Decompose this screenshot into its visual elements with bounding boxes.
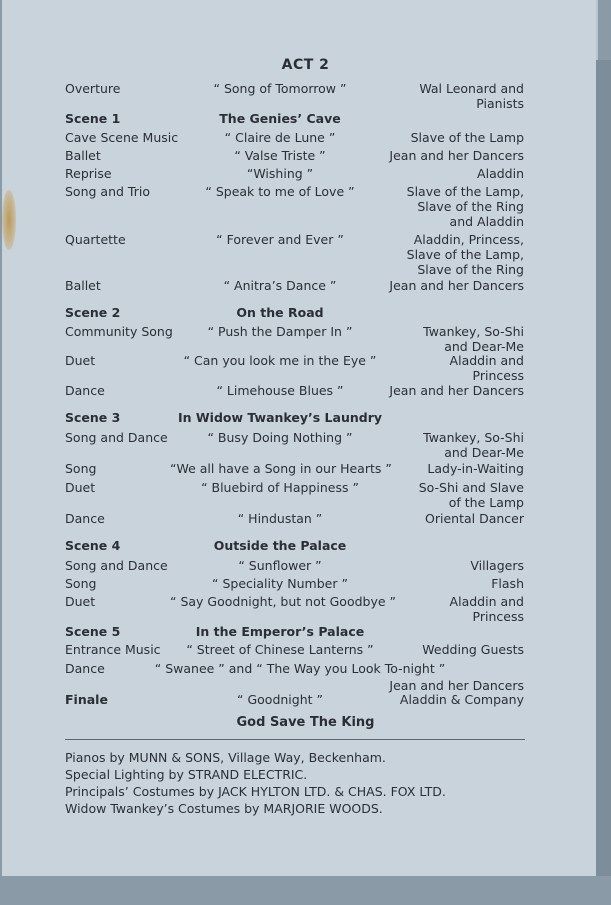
performers: Lady-in-Waiting [427,461,524,476]
song-title: “ Speciality Number ” [212,576,348,591]
performers: Oriental Dancer [425,511,524,526]
item-type: Dance [65,511,105,526]
scene-title: In the Emperor’s Palace [195,624,365,639]
performers: Twankey, So-Shi and Dear-Me [423,430,524,460]
song-title: “ Street of Chinese Lanterns ” [186,642,374,657]
programme-row [0,148,611,165]
performers: Slave of the Lamp [410,130,524,145]
scene-label: Scene 4 [65,538,121,553]
scene-title: Outside the Palace [213,538,347,553]
scene-label: Scene 5 [65,624,121,639]
programme-row [0,661,611,693]
performers: So-Shi and Slave of the Lamp [418,480,524,510]
song-title: “ Sunflower ” [238,558,322,573]
scene-label: Scene 2 [65,305,121,320]
programme-row [0,576,611,593]
song-title: “ Forever and Ever ” [216,232,344,247]
performers: Jean and her Dancers [389,678,524,693]
performers: Aladdin & Company [399,692,524,707]
item-type: Dance [65,661,105,676]
programme-row [0,232,611,277]
act-title: ACT 2 [281,57,330,73]
item-type: Entrance Music [65,642,161,657]
programme-row [0,430,611,460]
song-title: “ Busy Doing Nothing ” [207,430,353,445]
item-type: Finale [65,692,108,707]
programme-row [0,81,611,111]
scene-title: In Widow Twankey’s Laundry [177,410,383,425]
credit-line: Pianos by MUNN & SONS, Village Way, Beckenham. [65,750,386,765]
performers: Villagers [470,558,524,573]
item-type: Ballet [65,278,101,293]
song-title: “ Bluebird of Happiness ” [201,480,359,495]
scene-heading-row [0,111,611,128]
song-title: “We all have a Song in our Hearts ” [170,461,392,476]
page-bottom-edge [0,876,611,905]
performers: Aladdin and Princess [449,353,524,383]
item-type: Song and Trio [65,184,150,199]
item-type: Song and Dance [65,558,168,573]
scene-title: On the Road [236,305,324,320]
item-type: Song [65,461,97,476]
footer-divider [65,739,525,740]
performers: Jean and her Dancers [389,148,524,163]
performers: Aladdin, Princess, Slave of the Lamp, Slave of the Ring [406,232,524,277]
scene-label: Scene 3 [65,410,121,425]
programme-row [0,558,611,575]
performers: Aladdin [477,166,524,181]
scene-heading-row [0,624,611,641]
programme-row [0,642,611,659]
programme-row [0,511,611,528]
song-title: “ Song of Tomorrow ” [213,81,347,96]
item-type: Song [65,576,97,591]
item-type: Duet [65,480,96,495]
scene-heading-row [0,410,611,427]
performers: Wal Leonard and Pianists [419,81,524,111]
song-title: “ Say Goodnight, but not Goodbye ” [170,594,396,609]
song-title: “ Valse Triste ” [234,148,326,163]
programme-row [0,383,611,400]
item-type: Ballet [65,148,101,163]
item-type: Community Song [65,324,173,339]
performers: Twankey, So-Shi and Dear-Me [423,324,524,354]
programme-row [0,480,611,510]
item-type: Cave Scene Music [65,130,179,145]
programme-row [0,130,611,147]
programme-row [0,594,611,624]
song-title: “ Swanee ” and “ The Way you Look To-night ” [154,661,446,676]
song-title: “ Claire de Lune ” [224,130,336,145]
item-type: Dance [65,383,105,398]
credit-line: Special Lighting by STRAND ELECTRIC. [65,767,308,782]
item-type: Quartette [65,232,126,247]
programme-row [0,353,611,383]
song-title: “Wishing ” [246,166,314,181]
song-title: “ Limehouse Blues ” [216,383,344,398]
programme-row [0,184,611,229]
closing-anthem: God Save The King [236,715,375,730]
song-title: “ Push the Damper In ” [207,324,353,339]
credit-line: Widow Twankey’s Costumes by MARJORIE WOODS. [65,801,383,816]
item-type: Duet [65,353,96,368]
song-title: “ Can you look me in the Eye ” [183,353,377,368]
programme-row [0,692,611,709]
performers: Aladdin and Princess [449,594,524,624]
performers: Wedding Guests [422,642,524,657]
item-type: Reprise [65,166,112,181]
item-type: Overture [65,81,121,96]
performers: Flash [491,576,524,591]
performers: Jean and her Dancers [389,278,524,293]
scene-heading-row [0,538,611,555]
scene-heading-row [0,305,611,322]
performers: Jean and her Dancers [389,383,524,398]
performers: Slave of the Lamp, Slave of the Ring and Aladdin [406,184,524,229]
song-title: “ Goodnight ” [237,692,323,707]
item-type: Song and Dance [65,430,168,445]
song-title: “ Speak to me of Love ” [205,184,355,199]
item-type: Duet [65,594,96,609]
programme-row [0,166,611,183]
programme-row [0,278,611,295]
programme-row [0,324,611,354]
programme-row [0,461,611,478]
credit-line: Principals’ Costumes by JACK HYLTON LTD. & CHAS. FOX LTD. [65,784,446,799]
song-title: “ Hindustan ” [237,511,323,526]
scene-label: Scene 1 [65,111,121,126]
song-title: “ Anitra’s Dance ” [223,278,337,293]
scene-title: The Genies’ Cave [219,111,341,126]
